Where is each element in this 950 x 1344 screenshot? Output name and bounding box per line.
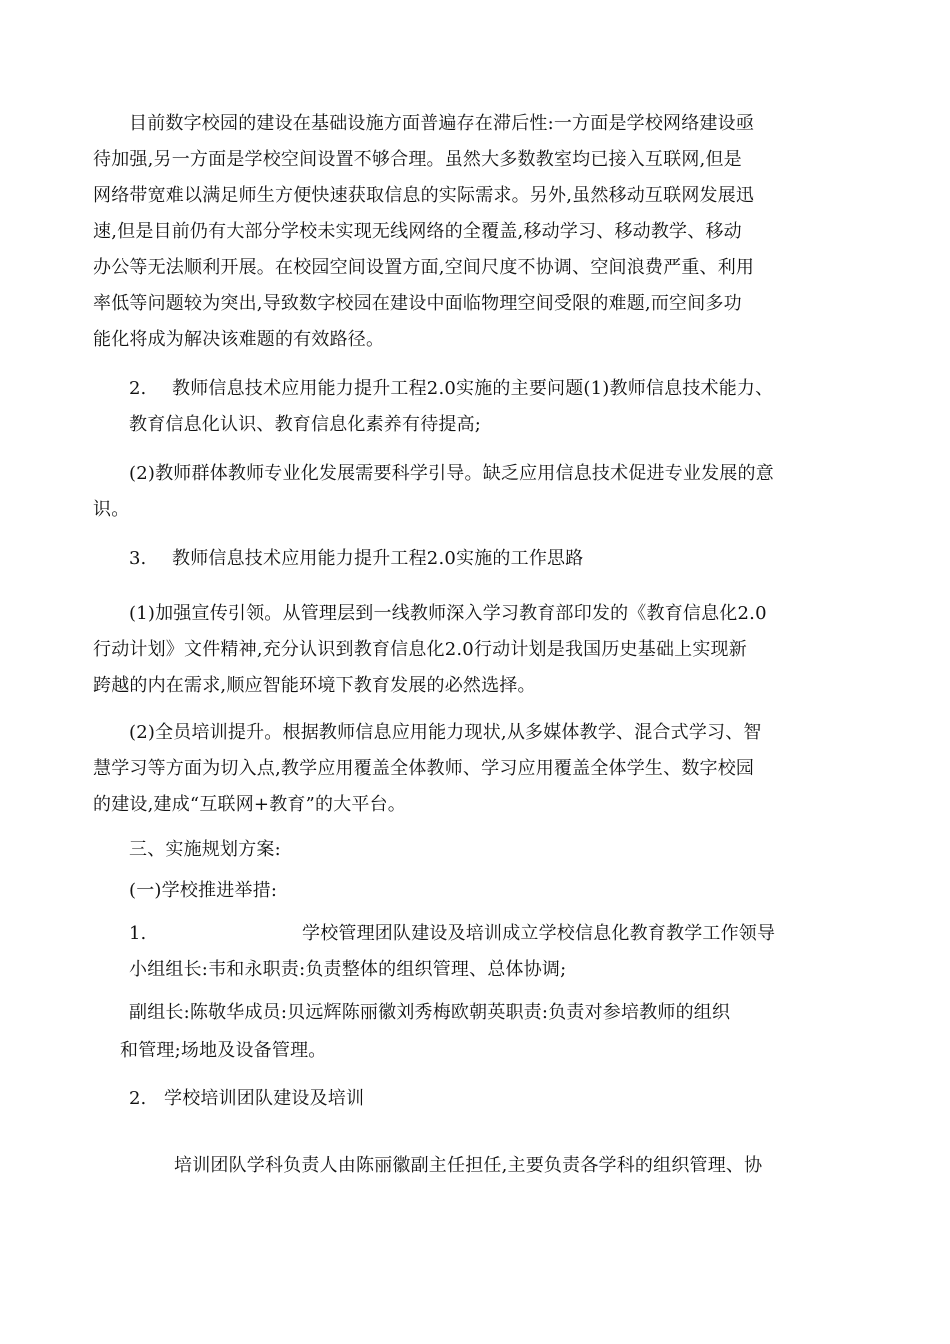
para3-line-2: 行动计划》文件精神,充分认识到教育信息化2.0行动计划是我国历史基础上实现新 [93,639,747,660]
para1-line-7: 能化将成为解决该难题的有效路径。 [93,329,385,350]
item1b-number: 1. [129,923,147,944]
item2-number: 2. [129,378,147,399]
subsection-heading: (一)学校推进举措: [129,880,278,901]
item1b-line-1: 学校管理团队建设及培训成立学校信息化教育教学工作领导 [302,923,776,944]
item2b-number: 2. [129,1088,147,1109]
para1-line-4: 速,但是目前仍有大部分学校未实现无线网络的全覆盖,移动学习、移动教学、移动 [93,221,742,242]
para3-line-1: (1)加强宣传引领。从管理层到一线教师深入学习教育部印发的《教育信息化2.0 [129,603,767,624]
item2-line-1: 教师信息技术应用能力提升工程2.0实施的主要问题(1)教师信息技术能力、 [172,378,774,399]
para1-line-1: 目前数字校园的建设在基础设施方面普遍存在滞后性:一方面是学校网络建设亟 [129,113,755,134]
para1-line-6: 率低等问题较为突出,导致数字校园在建设中面临物理空间受限的难题,而空间多功 [93,293,742,314]
para2-line-1: (2)教师群体教师专业化发展需要科学引导。缺乏应用信息技术促进专业发展的意 [129,463,774,484]
item3-text: 教师信息技术应用能力提升工程2.0实施的工作思路 [172,548,584,569]
para1-line-2: 待加强,另一方面是学校空间设置不够合理。虽然大多数教室均已接入互联网,但是 [93,149,742,170]
para2-line-2: 识。 [93,499,130,520]
para5-line-2: 和管理;场地及设备管理。 [120,1040,327,1061]
para4-line-2: 慧学习等方面为切入点,教学应用覆盖全体教师、学习应用覆盖全体学生、数字校园 [93,758,755,779]
section-heading: 三、实施规划方案: [129,839,281,860]
para5-line-1: 副组长:陈敬华成员:贝远辉陈丽徽刘秀梅欧朝英职责:负责对参培教师的组织 [129,1002,731,1023]
para1-line-3: 网络带宽难以满足师生方便快速获取信息的实际需求。另外,虽然移动互联网发展迅 [93,185,755,206]
item1b-line-2: 小组组长:韦和永职责:负责整体的组织管理、总体协调; [129,959,567,980]
item3-number: 3. [129,548,147,569]
para4-line-3: 的建设,建成“互联网+教育”的大平台。 [93,794,407,815]
para1-line-5: 办公等无法顺利开展。在校园空间设置方面,空间尺度不协调、空间浪费严重、利用 [93,257,755,278]
item2-line-2: 教育信息化认识、教育信息化素养有待提高; [129,414,482,435]
para3-line-3: 跨越的内在需求,顺应智能环境下教育发展的必然选择。 [93,675,536,696]
para4-line-1: (2)全员培训提升。根据教师信息应用能力现状,从多媒体教学、混合式学习、智 [129,722,762,743]
para6-line-1: 培训团队学科负责人由陈丽徽副主任担任,主要负责各学科的组织管理、协 [174,1155,763,1176]
item2b-text: 学校培训团队建设及培训 [164,1088,365,1109]
